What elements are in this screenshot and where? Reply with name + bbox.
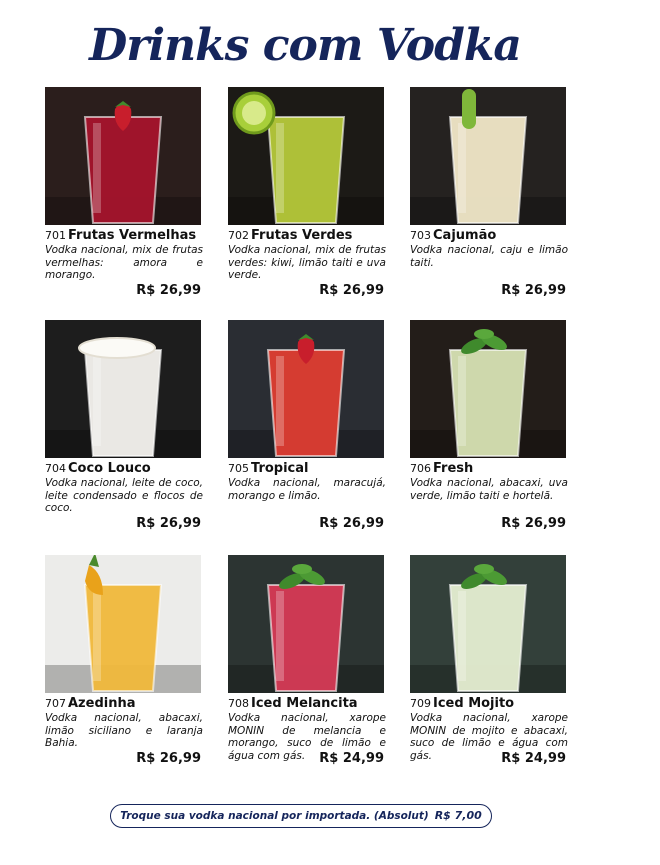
drink-image bbox=[228, 87, 384, 225]
drink-heading bbox=[410, 229, 568, 243]
drink-price: R$ 26,99 bbox=[136, 751, 201, 766]
drink-photo bbox=[410, 320, 566, 458]
drink-heading bbox=[45, 697, 203, 711]
drink-number: 709 bbox=[410, 697, 431, 710]
drink-image bbox=[45, 555, 201, 693]
drink-number: 701 bbox=[45, 229, 66, 242]
drink-item bbox=[228, 555, 386, 766]
drink-item bbox=[410, 555, 568, 766]
drink-name: Coco Louco bbox=[68, 461, 151, 476]
drink-item bbox=[45, 320, 203, 531]
drink-name: Azedinha bbox=[68, 696, 136, 711]
drink-item bbox=[410, 87, 568, 298]
lime-garnish bbox=[462, 89, 476, 129]
drink-number: 708 bbox=[228, 697, 249, 710]
drink-photo bbox=[45, 555, 201, 693]
drink-description: Vodka nacional, xarope MONIN de mojito e abacaxi, suco de limão e água com gás. bbox=[410, 712, 568, 762]
drink-name: Cajumão bbox=[433, 228, 497, 243]
drink-heading bbox=[228, 229, 386, 243]
drink-item bbox=[228, 87, 386, 298]
drink-description: Vodka nacional, abacaxi, uva verde, limão taiti e hortelã. bbox=[410, 477, 568, 502]
drink-description: Vodka nacional, abacaxi, limão siciliano e laranja Bahia. bbox=[45, 712, 203, 749]
drink-image bbox=[45, 87, 201, 225]
drink-name: Iced Mojito bbox=[433, 696, 515, 711]
drink-heading bbox=[45, 229, 203, 243]
drink-price: R$ 24,99 bbox=[501, 751, 566, 766]
drink-name: Fresh bbox=[433, 461, 474, 476]
drink-image bbox=[228, 555, 384, 693]
upgrade-price: R$ 7,00 bbox=[434, 809, 482, 822]
drink-photo bbox=[45, 320, 201, 458]
drink-heading bbox=[228, 697, 386, 711]
drink-heading bbox=[228, 462, 386, 476]
upgrade-text: Troque sua vodka nacional por importada. (Absolut) bbox=[120, 810, 429, 822]
drink-image bbox=[45, 320, 201, 458]
drink-image bbox=[410, 320, 566, 458]
drink-price: R$ 26,99 bbox=[501, 283, 566, 298]
drink-name: Frutas Vermelhas bbox=[68, 228, 197, 243]
drink-price: R$ 26,99 bbox=[501, 516, 566, 531]
drink-heading bbox=[410, 462, 568, 476]
drink-image bbox=[410, 87, 566, 225]
drink-name: Tropical bbox=[251, 461, 309, 476]
drink-image bbox=[228, 320, 384, 458]
drink-number: 707 bbox=[45, 697, 66, 710]
page-title: Drinks com Vodka bbox=[89, 20, 521, 71]
drink-number: 705 bbox=[228, 462, 249, 475]
drink-image bbox=[410, 555, 566, 693]
upgrade-banner bbox=[110, 804, 492, 828]
drink-description: Vodka nacional, leite de coco, leite condensado e flocos de coco. bbox=[45, 477, 203, 514]
drink-name: Frutas Verdes bbox=[251, 228, 353, 243]
drink-description: Vodka nacional, mix de frutas verdes: kiwi, limão taiti e uva verde. bbox=[228, 244, 386, 281]
drink-number: 703 bbox=[410, 229, 431, 242]
drink-price: R$ 26,99 bbox=[136, 283, 201, 298]
drink-photo bbox=[410, 87, 566, 225]
drink-price: R$ 26,99 bbox=[319, 516, 384, 531]
drink-heading bbox=[410, 697, 568, 711]
drink-description: Vodka nacional, caju e limão taiti. bbox=[410, 244, 568, 269]
drink-photo bbox=[228, 555, 384, 693]
drink-number: 706 bbox=[410, 462, 431, 475]
drink-item bbox=[45, 555, 203, 766]
drink-photo bbox=[45, 87, 201, 225]
drink-heading bbox=[45, 462, 203, 476]
drink-photo bbox=[228, 87, 384, 225]
drink-price: R$ 24,99 bbox=[319, 751, 384, 766]
drink-price: R$ 26,99 bbox=[319, 283, 384, 298]
drink-number: 702 bbox=[228, 229, 249, 242]
drink-description: Vodka nacional, maracujá, morango e limão. bbox=[228, 477, 386, 502]
drink-description: Vodka nacional, mix de frutas vermelhas: amora e morango. bbox=[45, 244, 203, 281]
drink-item bbox=[228, 320, 386, 531]
lime-garnish bbox=[234, 93, 274, 133]
drink-item bbox=[410, 320, 568, 531]
drink-price: R$ 26,99 bbox=[136, 516, 201, 531]
coconut-rim bbox=[79, 338, 155, 358]
drink-description: Vodka nacional, xarope MONIN de melancia e morango, suco de limão e água com gás. bbox=[228, 712, 386, 762]
drink-number: 704 bbox=[45, 462, 66, 475]
drink-photo bbox=[228, 320, 384, 458]
drink-item bbox=[45, 87, 203, 298]
drink-photo bbox=[410, 555, 566, 693]
drink-name: Iced Melancita bbox=[251, 696, 358, 711]
